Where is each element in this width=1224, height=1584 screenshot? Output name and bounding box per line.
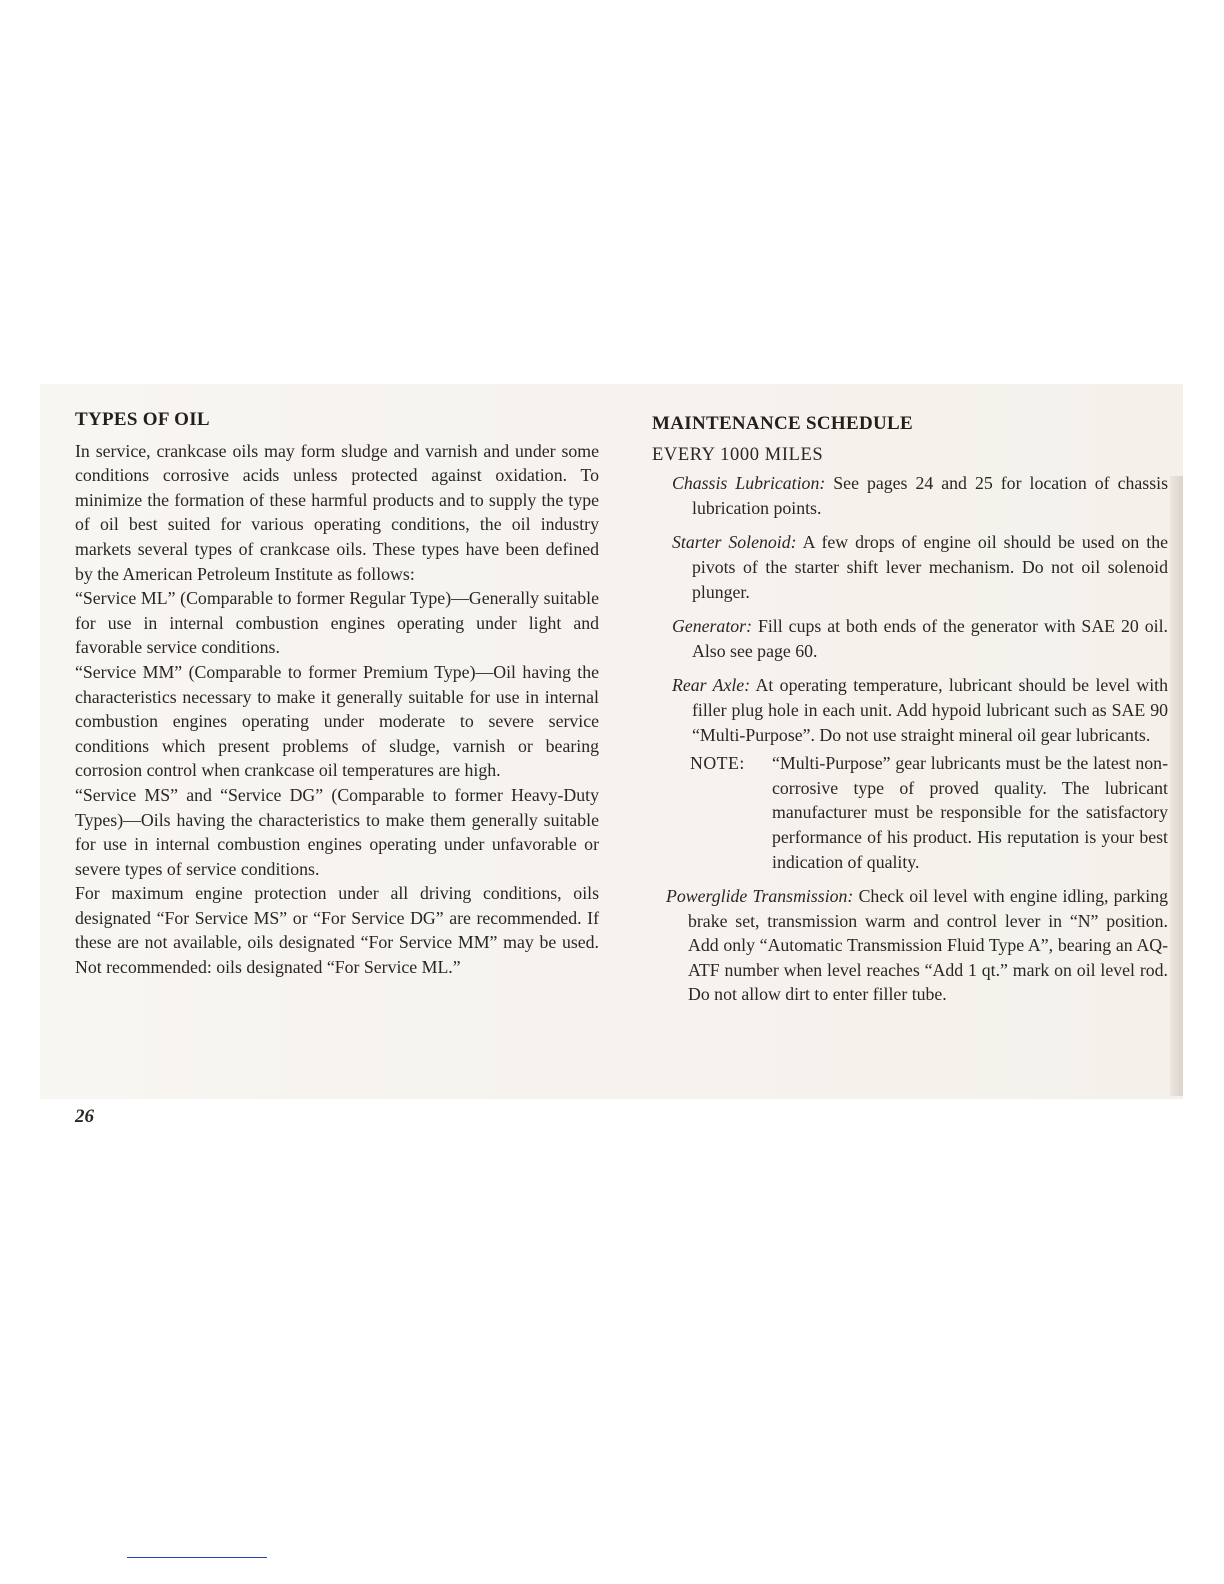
item-text: Check oil level with engine idling, parking brake set, transmission warm and control lever in “N” position. Add only “Automatic Transmission Fluid Type A”, bearing an AQ-ATF number when level reaches “Add 1 qt.” mark on oil level rod. Do not allow dirt to enter filler tube.: [688, 886, 1168, 1005]
note-text: “Multi-Purpose” gear lubricants must be the latest non-corrosive type of proved quality. The lubricant manufacturer must be responsible for the satisfactory performance of his product. His reputation is your best indication of quality.: [772, 753, 1168, 872]
footer-rule: [127, 1557, 267, 1558]
generator-item: [672, 614, 1168, 663]
item-text: Fill cups at both ends of the generator with SAE 20 oil. Also see page 60.: [692, 616, 1168, 661]
item-label: Generator:: [672, 616, 752, 637]
service-mm-paragraph: “Service MM” (Comparable to former Premium Type)—Oil having the characteristics necessary to make it generally suitable for use in internal combustion engines operating under moderate to severe service conditions which present problems of sludge, varnish or bearing corrosion control when crankcase oil temperatures are high.: [75, 661, 599, 781]
maintenance-schedule-heading: MAINTENANCE SCHEDULE: [652, 413, 913, 434]
right-column: [652, 412, 1168, 1017]
rear-axle-item: [672, 673, 1168, 747]
note-label: NOTE:: [690, 753, 745, 774]
page-number: 26: [75, 1106, 94, 1127]
item-label: Starter Solenoid:: [672, 532, 797, 553]
page-edge-shadow: [1170, 476, 1183, 1096]
item-text: See pages 24 and 25 for location of chassis lubrication points.: [692, 473, 1168, 518]
starter-solenoid-item: [672, 530, 1168, 604]
item-label: Powerglide Transmission:: [666, 886, 854, 907]
item-label: Chassis Lubrication:: [672, 473, 826, 494]
left-column: [75, 408, 599, 980]
intro-paragraph: In service, crankcase oils may form sludge and varnish and under some conditions corrosive acids unless protected against oxidation. To minimize the formation of these harmful products and to supply the type of oil best suited for various operating conditions, the oil industry markets several types of crankcase oils. These types have been defined by the American Petroleum Institute as follows:: [75, 440, 599, 584]
item-label: Rear Axle:: [672, 675, 751, 696]
powerglide-transmission-item: [666, 884, 1168, 1007]
every-1000-miles-subheading: EVERY 1000 MILES: [652, 444, 824, 465]
rear-axle-note: [690, 751, 1168, 874]
recommendation-paragraph: For maximum engine protection under all driving conditions, oils designated “For Service MS” or “For Service DG” are recommended. If these are not available, oils designated “For Service MM” may be used. Not recommended: oils designated “For Service ML.”: [75, 883, 599, 978]
chassis-lubrication-item: [672, 471, 1168, 520]
service-ms-dg-paragraph: “Service MS” and “Service DG” (Comparable to former Heavy-Duty Types)—Oils having the characteristics to make them generally suitable for use in internal combustion engines operating under unfavorable or severe types of service conditions.: [75, 784, 599, 879]
service-ml-paragraph: “Service ML” (Comparable to former Regular Type)—Generally suitable for use in internal combustion engines operating under light and favorable service conditions.: [75, 588, 599, 658]
item-text: A few drops of engine oil should be used on the pivots of the starter shift lever mechanism. Do not oil solenoid plunger.: [692, 532, 1168, 602]
item-text: At operating temperature, lubricant should be level with filler plug hole in each unit. Add hypoid lubricant such as SAE 90 “Multi-Purpose”. Do not use straight mineral oil gear lubricants.: [692, 675, 1168, 745]
types-of-oil-heading: TYPES OF OIL: [75, 409, 210, 430]
